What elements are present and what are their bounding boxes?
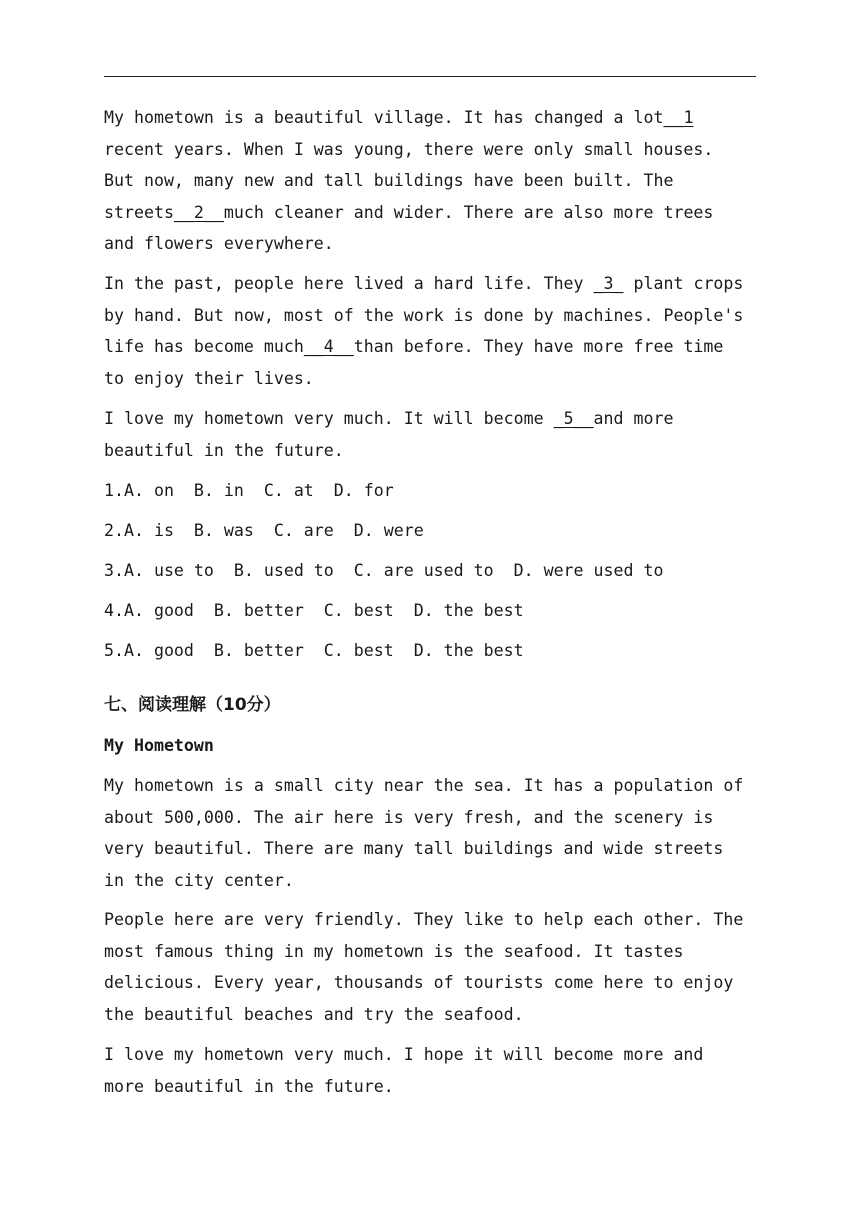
reading-paragraph-1	[104, 770, 764, 896]
text-line: and flowers everywhere.	[104, 234, 334, 253]
cloze-paragraph-1	[104, 102, 764, 260]
text-line: by hand. But now, most of the work is done by machines. People's	[104, 305, 744, 325]
cloze-paragraph-2	[104, 268, 764, 394]
reading-paragraph-3	[104, 1039, 764, 1102]
text-line: People here are very friendly. They like to help each other. The	[104, 910, 744, 929]
passage-title: My Hometown	[104, 736, 214, 755]
text-line: the beautiful beaches and try the seafood.	[104, 1004, 524, 1024]
text-line: My hometown is a small city near the sea. It has a population of	[104, 776, 744, 795]
text-line: But now, many new and tall buildings have been built. The	[104, 171, 674, 190]
cloze-paragraph-3	[104, 403, 764, 466]
text-line: In the past, people here lived a hard life. They	[104, 274, 594, 293]
text-line: life has become much	[104, 337, 304, 356]
reading-paragraph-2	[104, 904, 764, 1030]
blank-2: __2__	[173, 202, 224, 222]
section-heading: 七、阅读理解（10分）	[104, 695, 281, 715]
text-line: beautiful in the future.	[104, 440, 344, 460]
text-line: more beautiful in the future.	[104, 1076, 394, 1096]
text-line: about 500,000. The air here is very fresh, and the scenery is	[104, 807, 714, 827]
blank-3: _3_	[593, 274, 624, 293]
blank-4: __4__	[303, 337, 354, 356]
option-line-1: 1.A. on B. in C. at D. for	[104, 481, 394, 500]
blank-5: _5__	[553, 409, 594, 428]
text-line: I love my hometown very much. It will become	[104, 409, 554, 428]
text-line: than before. They have more free time	[353, 337, 724, 356]
text-line: and more	[593, 409, 674, 428]
text-line: recent years. When I was young, there were only small houses.	[104, 139, 714, 159]
option-line-4: 4.A. good B. better C. best D. the best	[104, 601, 524, 620]
text-line: delicious. Every year, thousands of tourists come here to enjoy	[104, 973, 734, 992]
text-line: in the city center.	[104, 870, 294, 890]
text-line: I love my hometown very much. I hope it will become more and	[104, 1045, 704, 1064]
text-line: most famous thing in my hometown is the seafood. It tastes	[104, 941, 684, 961]
header-rule	[104, 76, 756, 77]
text-line: much cleaner and wider. There are also more trees	[223, 202, 714, 222]
text-line: very beautiful. There are many tall buildings and wide streets	[104, 839, 724, 858]
blank-1: __1	[663, 108, 694, 127]
text-line: plant crops	[623, 274, 744, 293]
option-line-2: 2.A. is B. was C. are D. were	[104, 521, 424, 540]
option-line-3: 3.A. use to B. used to C. are used to D. were used to	[104, 561, 664, 580]
text-line: to enjoy their lives.	[104, 368, 314, 388]
text-line: streets	[104, 202, 174, 222]
text-line: My hometown is a beautiful village. It has changed a lot	[104, 108, 664, 127]
option-line-5: 5.A. good B. better C. best D. the best	[104, 641, 524, 660]
